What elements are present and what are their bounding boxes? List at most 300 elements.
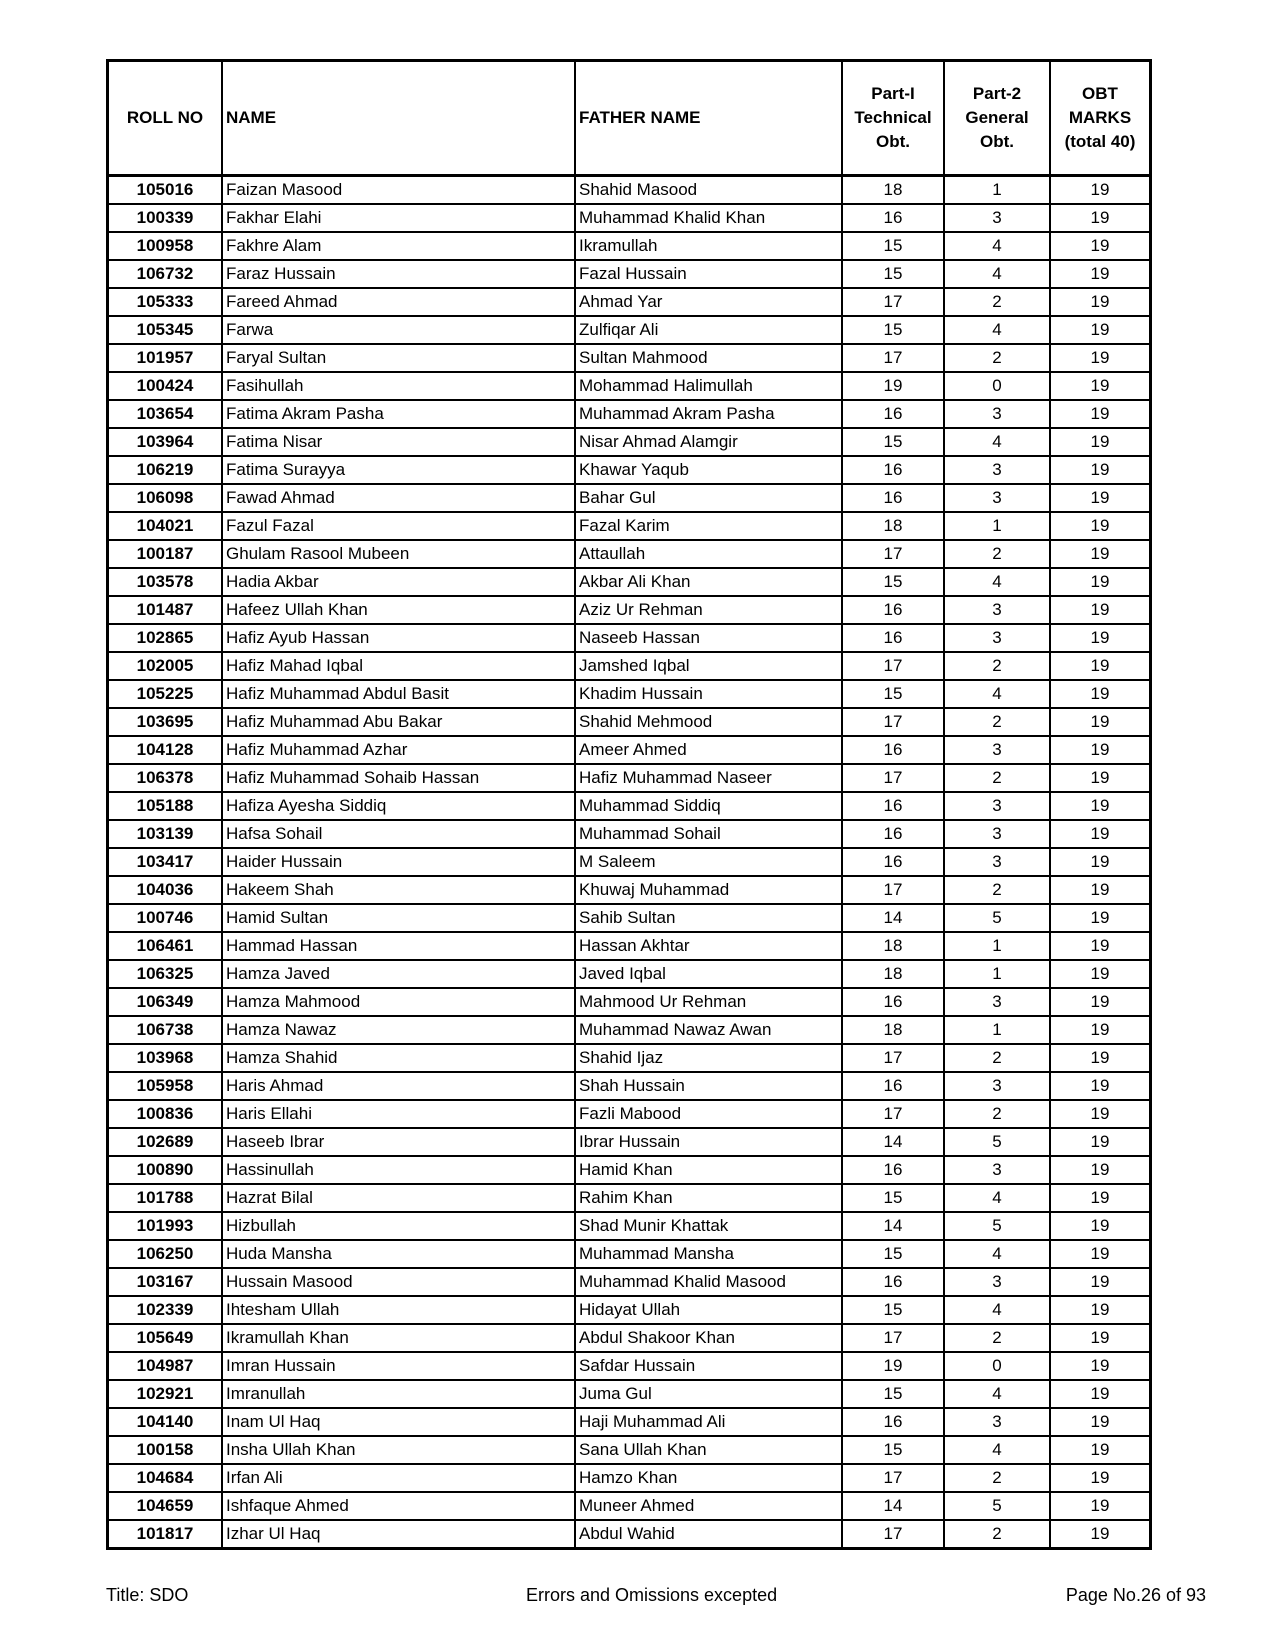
page-footer (106, 1585, 1206, 1609)
table-row (108, 1408, 1151, 1436)
part1-cell: 15 (842, 1184, 944, 1212)
roll-no-cell: 101487 (108, 596, 223, 624)
obt-marks-cell: 19 (1050, 960, 1151, 988)
name-cell: Hizbullah (222, 1212, 575, 1240)
part1-cell: 17 (842, 1044, 944, 1072)
roll-no-cell: 106732 (108, 260, 223, 288)
name-cell: Hafiz Muhammad Abdul Basit (222, 680, 575, 708)
part2-cell: 2 (944, 652, 1050, 680)
table-row (108, 484, 1151, 512)
name-cell: Izhar Ul Haq (222, 1520, 575, 1549)
roll-no-cell: 102005 (108, 652, 223, 680)
table-row (108, 1156, 1151, 1184)
roll-no-cell: 105225 (108, 680, 223, 708)
part1-cell: 16 (842, 988, 944, 1016)
father-name-cell: Shah Hussain (575, 1072, 842, 1100)
table-row (108, 1268, 1151, 1296)
part2-cell: 2 (944, 288, 1050, 316)
table-row (108, 1100, 1151, 1128)
part1-cell: 17 (842, 652, 944, 680)
roll-no-cell: 101817 (108, 1520, 223, 1549)
father-name-cell: Hassan Akhtar (575, 932, 842, 960)
part2-cell: 2 (944, 1044, 1050, 1072)
name-cell: Fakhar Elahi (222, 204, 575, 232)
father-name-cell: Abdul Wahid (575, 1520, 842, 1549)
roll-no-cell: 105345 (108, 316, 223, 344)
table-row (108, 316, 1151, 344)
father-name-cell: Safdar Hussain (575, 1352, 842, 1380)
roll-no-cell: 105958 (108, 1072, 223, 1100)
part1-cell: 14 (842, 1212, 944, 1240)
name-cell: Hafiz Mahad Iqbal (222, 652, 575, 680)
name-cell: Hazrat Bilal (222, 1184, 575, 1212)
part1-cell: 18 (842, 512, 944, 540)
table-row (108, 876, 1151, 904)
name-cell: Hassinullah (222, 1156, 575, 1184)
name-cell: Hafiz Muhammad Abu Bakar (222, 708, 575, 736)
obt-marks-cell: 19 (1050, 764, 1151, 792)
name-cell: Faraz Hussain (222, 260, 575, 288)
roll-no-cell: 100746 (108, 904, 223, 932)
obt-marks-cell: 19 (1050, 1492, 1151, 1520)
roll-no-cell: 104021 (108, 512, 223, 540)
name-cell: Ihtesham Ullah (222, 1296, 575, 1324)
name-cell: Insha Ullah Khan (222, 1436, 575, 1464)
name-cell: Fatima Akram Pasha (222, 400, 575, 428)
roll-no-cell: 100958 (108, 232, 223, 260)
part1-cell: 15 (842, 260, 944, 288)
table-row (108, 1296, 1151, 1324)
father-name-cell: Zulfiqar Ali (575, 316, 842, 344)
results-sheet (106, 59, 1136, 1550)
father-name-cell: Muhammad Mansha (575, 1240, 842, 1268)
name-cell: Fareed Ahmad (222, 288, 575, 316)
name-cell: Hafiz Muhammad Sohaib Hassan (222, 764, 575, 792)
obt-marks-cell: 19 (1050, 904, 1151, 932)
obt-marks-cell: 19 (1050, 1212, 1151, 1240)
obt-marks-cell: 19 (1050, 1296, 1151, 1324)
obt-marks-cell: 19 (1050, 232, 1151, 260)
father-name-cell: Fazal Hussain (575, 260, 842, 288)
father-name-cell: Shad Munir Khattak (575, 1212, 842, 1240)
part2-cell: 3 (944, 736, 1050, 764)
part2-cell: 3 (944, 988, 1050, 1016)
roll-no-cell: 106098 (108, 484, 223, 512)
part2-cell: 4 (944, 1184, 1050, 1212)
part1-cell: 15 (842, 316, 944, 344)
name-cell: Hamza Javed (222, 960, 575, 988)
part1-cell: 16 (842, 456, 944, 484)
obt-marks-cell: 19 (1050, 1044, 1151, 1072)
name-cell: Ikramullah Khan (222, 1324, 575, 1352)
header-father-name: FATHER NAME (575, 61, 842, 176)
father-name-cell: Ibrar Hussain (575, 1128, 842, 1156)
father-name-cell: Rahim Khan (575, 1184, 842, 1212)
table-row (108, 708, 1151, 736)
part1-cell: 16 (842, 848, 944, 876)
part1-cell: 16 (842, 1408, 944, 1436)
roll-no-cell: 104987 (108, 1352, 223, 1380)
roll-no-cell: 103968 (108, 1044, 223, 1072)
part2-cell: 2 (944, 1100, 1050, 1128)
obt-marks-cell: 19 (1050, 568, 1151, 596)
obt-marks-cell: 19 (1050, 260, 1151, 288)
part1-cell: 17 (842, 764, 944, 792)
obt-marks-cell: 19 (1050, 176, 1151, 205)
roll-no-cell: 104684 (108, 1464, 223, 1492)
name-cell: Farwa (222, 316, 575, 344)
roll-no-cell: 106219 (108, 456, 223, 484)
name-cell: Faryal Sultan (222, 344, 575, 372)
footer-page-number: Page No.26 of 93 (1065, 1585, 1206, 1605)
part1-cell: 14 (842, 1128, 944, 1156)
part2-cell: 0 (944, 372, 1050, 400)
roll-no-cell: 106250 (108, 1240, 223, 1268)
part1-cell: 17 (842, 1100, 944, 1128)
part2-cell: 3 (944, 792, 1050, 820)
name-cell: Haseeb Ibrar (222, 1128, 575, 1156)
part1-cell: 15 (842, 680, 944, 708)
obt-marks-cell: 19 (1050, 512, 1151, 540)
name-cell: Hafeez Ullah Khan (222, 596, 575, 624)
obt-marks-cell: 19 (1050, 1436, 1151, 1464)
table-row (108, 1072, 1151, 1100)
obt-marks-cell: 19 (1050, 1184, 1151, 1212)
father-name-cell: Shahid Mehmood (575, 708, 842, 736)
obt-marks-cell: 19 (1050, 1016, 1151, 1044)
part1-cell: 18 (842, 1016, 944, 1044)
part2-cell: 1 (944, 960, 1050, 988)
part1-cell: 15 (842, 568, 944, 596)
table-row (108, 1436, 1151, 1464)
part2-cell: 4 (944, 428, 1050, 456)
father-name-cell: Sultan Mahmood (575, 344, 842, 372)
roll-no-cell: 102865 (108, 624, 223, 652)
father-name-cell: Haji Muhammad Ali (575, 1408, 842, 1436)
name-cell: Ghulam Rasool Mubeen (222, 540, 575, 568)
obt-marks-cell: 19 (1050, 1324, 1151, 1352)
part1-cell: 16 (842, 624, 944, 652)
table-row (108, 624, 1151, 652)
table-row (108, 1492, 1151, 1520)
name-cell: Huda Mansha (222, 1240, 575, 1268)
part1-cell: 17 (842, 540, 944, 568)
name-cell: Irfan Ali (222, 1464, 575, 1492)
part2-cell: 2 (944, 540, 1050, 568)
obt-marks-cell: 19 (1050, 1240, 1151, 1268)
father-name-cell: Ameer Ahmed (575, 736, 842, 764)
obt-marks-cell: 19 (1050, 204, 1151, 232)
roll-no-cell: 103654 (108, 400, 223, 428)
part2-cell: 1 (944, 512, 1050, 540)
name-cell: Imranullah (222, 1380, 575, 1408)
table-row (108, 960, 1151, 988)
table-row (108, 680, 1151, 708)
roll-no-cell: 105188 (108, 792, 223, 820)
part1-cell: 16 (842, 1268, 944, 1296)
part1-cell: 18 (842, 932, 944, 960)
roll-no-cell: 100187 (108, 540, 223, 568)
obt-marks-cell: 19 (1050, 680, 1151, 708)
part2-cell: 3 (944, 848, 1050, 876)
table-row (108, 1184, 1151, 1212)
part1-cell: 16 (842, 400, 944, 428)
obt-marks-cell: 19 (1050, 1520, 1151, 1549)
roll-no-cell: 102921 (108, 1380, 223, 1408)
table-row (108, 204, 1151, 232)
table-row (108, 372, 1151, 400)
part2-cell: 2 (944, 1464, 1050, 1492)
father-name-cell: Mohammad Halimullah (575, 372, 842, 400)
header-part1: Part-I Technical Obt. (842, 61, 944, 176)
father-name-cell: Abdul Shakoor Khan (575, 1324, 842, 1352)
roll-no-cell: 100158 (108, 1436, 223, 1464)
header-obt-marks: OBT MARKS (total 40) (1050, 61, 1151, 176)
part2-cell: 2 (944, 876, 1050, 904)
table-row (108, 456, 1151, 484)
table-row (108, 1520, 1151, 1549)
part2-cell: 5 (944, 1492, 1050, 1520)
obt-marks-cell: 19 (1050, 372, 1151, 400)
name-cell: Fatima Nisar (222, 428, 575, 456)
part1-cell: 14 (842, 1492, 944, 1520)
obt-marks-cell: 19 (1050, 1380, 1151, 1408)
father-name-cell: Akbar Ali Khan (575, 568, 842, 596)
obt-marks-cell: 19 (1050, 736, 1151, 764)
obt-marks-cell: 19 (1050, 596, 1151, 624)
father-name-cell: Nisar Ahmad Alamgir (575, 428, 842, 456)
father-name-cell: Hamzo Khan (575, 1464, 842, 1492)
father-name-cell: Aziz Ur Rehman (575, 596, 842, 624)
name-cell: Hamza Shahid (222, 1044, 575, 1072)
part2-cell: 3 (944, 1268, 1050, 1296)
father-name-cell: Ahmad Yar (575, 288, 842, 316)
part1-cell: 17 (842, 1464, 944, 1492)
father-name-cell: Juma Gul (575, 1380, 842, 1408)
name-cell: Imran Hussain (222, 1352, 575, 1380)
roll-no-cell: 105333 (108, 288, 223, 316)
table-row (108, 1016, 1151, 1044)
header-part2: Part-2 General Obt. (944, 61, 1050, 176)
father-name-cell: Shahid Ijaz (575, 1044, 842, 1072)
part2-cell: 5 (944, 1128, 1050, 1156)
father-name-cell: Khuwaj Muhammad (575, 876, 842, 904)
name-cell: Hamza Mahmood (222, 988, 575, 1016)
table-row (108, 176, 1151, 205)
roll-no-cell: 103695 (108, 708, 223, 736)
part1-cell: 17 (842, 708, 944, 736)
table-row (108, 1128, 1151, 1156)
part2-cell: 4 (944, 316, 1050, 344)
part2-cell: 4 (944, 1436, 1050, 1464)
obt-marks-cell: 19 (1050, 792, 1151, 820)
part2-cell: 4 (944, 1380, 1050, 1408)
table-row (108, 344, 1151, 372)
part2-cell: 3 (944, 484, 1050, 512)
roll-no-cell: 101957 (108, 344, 223, 372)
roll-no-cell: 101993 (108, 1212, 223, 1240)
roll-no-cell: 103417 (108, 848, 223, 876)
roll-no-cell: 103578 (108, 568, 223, 596)
roll-no-cell: 100424 (108, 372, 223, 400)
table-row (108, 820, 1151, 848)
part2-cell: 5 (944, 1212, 1050, 1240)
father-name-cell: Muhammad Sohail (575, 820, 842, 848)
obt-marks-cell: 19 (1050, 708, 1151, 736)
roll-no-cell: 100890 (108, 1156, 223, 1184)
table-row (108, 652, 1151, 680)
footer-notice: Errors and Omissions excepted (526, 1585, 778, 1605)
obt-marks-cell: 19 (1050, 400, 1151, 428)
obt-marks-cell: 19 (1050, 1072, 1151, 1100)
obt-marks-cell: 19 (1050, 1464, 1151, 1492)
name-cell: Hafiz Muhammad Azhar (222, 736, 575, 764)
name-cell: Faizan Masood (222, 176, 575, 205)
part2-cell: 4 (944, 1296, 1050, 1324)
part1-cell: 19 (842, 1352, 944, 1380)
part1-cell: 15 (842, 1436, 944, 1464)
father-name-cell: Sana Ullah Khan (575, 1436, 842, 1464)
part1-cell: 17 (842, 344, 944, 372)
father-name-cell: Muhammad Khalid Masood (575, 1268, 842, 1296)
obt-marks-cell: 19 (1050, 1352, 1151, 1380)
roll-no-cell: 103167 (108, 1268, 223, 1296)
header-row (108, 61, 1151, 176)
table-row (108, 512, 1151, 540)
name-cell: Hafsa Sohail (222, 820, 575, 848)
part2-cell: 4 (944, 232, 1050, 260)
roll-no-cell: 105016 (108, 176, 223, 205)
father-name-cell: Ikramullah (575, 232, 842, 260)
table-row (108, 1044, 1151, 1072)
part1-cell: 18 (842, 176, 944, 205)
part2-cell: 5 (944, 904, 1050, 932)
part1-cell: 15 (842, 1296, 944, 1324)
part2-cell: 4 (944, 680, 1050, 708)
part2-cell: 2 (944, 344, 1050, 372)
part2-cell: 4 (944, 568, 1050, 596)
obt-marks-cell: 19 (1050, 932, 1151, 960)
table-row (108, 428, 1151, 456)
father-name-cell: Hamid Khan (575, 1156, 842, 1184)
part2-cell: 3 (944, 1408, 1050, 1436)
father-name-cell: Attaullah (575, 540, 842, 568)
results-table (106, 59, 1152, 1550)
part2-cell: 3 (944, 204, 1050, 232)
roll-no-cell: 104128 (108, 736, 223, 764)
obt-marks-cell: 19 (1050, 316, 1151, 344)
part1-cell: 16 (842, 1156, 944, 1184)
part1-cell: 16 (842, 820, 944, 848)
part1-cell: 19 (842, 372, 944, 400)
part1-cell: 15 (842, 428, 944, 456)
roll-no-cell: 103964 (108, 428, 223, 456)
roll-no-cell: 104659 (108, 1492, 223, 1520)
part2-cell: 2 (944, 708, 1050, 736)
father-name-cell: Fazli Mabood (575, 1100, 842, 1128)
table-row (108, 904, 1151, 932)
part1-cell: 17 (842, 1324, 944, 1352)
part2-cell: 0 (944, 1352, 1050, 1380)
obt-marks-cell: 19 (1050, 820, 1151, 848)
table-row (108, 1324, 1151, 1352)
name-cell: Haris Ellahi (222, 1100, 575, 1128)
part1-cell: 15 (842, 1240, 944, 1268)
part2-cell: 2 (944, 1520, 1050, 1549)
roll-no-cell: 102339 (108, 1296, 223, 1324)
table-row (108, 400, 1151, 428)
father-name-cell: Muhammad Nawaz Awan (575, 1016, 842, 1044)
name-cell: Hammad Hassan (222, 932, 575, 960)
table-row (108, 232, 1151, 260)
roll-no-cell: 103139 (108, 820, 223, 848)
father-name-cell: Hidayat Ullah (575, 1296, 842, 1324)
footer-title: Title: SDO (106, 1585, 189, 1605)
part1-cell: 16 (842, 596, 944, 624)
name-cell: Haider Hussain (222, 848, 575, 876)
part1-cell: 16 (842, 736, 944, 764)
part2-cell: 3 (944, 1072, 1050, 1100)
roll-no-cell: 106349 (108, 988, 223, 1016)
table-body (108, 176, 1151, 1549)
father-name-cell: Shahid Masood (575, 176, 842, 205)
roll-no-cell: 106378 (108, 764, 223, 792)
table-row (108, 568, 1151, 596)
roll-no-cell: 101788 (108, 1184, 223, 1212)
father-name-cell: M Saleem (575, 848, 842, 876)
table-row (108, 1380, 1151, 1408)
part2-cell: 3 (944, 456, 1050, 484)
roll-no-cell: 104036 (108, 876, 223, 904)
roll-no-cell: 100339 (108, 204, 223, 232)
roll-no-cell: 100836 (108, 1100, 223, 1128)
table-row (108, 764, 1151, 792)
table-row (108, 1352, 1151, 1380)
header-name: NAME (222, 61, 575, 176)
father-name-cell: Muneer Ahmed (575, 1492, 842, 1520)
table-row (108, 736, 1151, 764)
table-row (108, 1212, 1151, 1240)
part1-cell: 16 (842, 484, 944, 512)
name-cell: Hussain Masood (222, 1268, 575, 1296)
obt-marks-cell: 19 (1050, 1156, 1151, 1184)
father-name-cell: Jamshed Iqbal (575, 652, 842, 680)
father-name-cell: Naseeb Hassan (575, 624, 842, 652)
name-cell: Ishfaque Ahmed (222, 1492, 575, 1520)
part2-cell: 3 (944, 624, 1050, 652)
obt-marks-cell: 19 (1050, 344, 1151, 372)
name-cell: Fakhre Alam (222, 232, 575, 260)
name-cell: Hamza Nawaz (222, 1016, 575, 1044)
obt-marks-cell: 19 (1050, 876, 1151, 904)
table-row (108, 988, 1151, 1016)
name-cell: Fatima Surayya (222, 456, 575, 484)
part2-cell: 2 (944, 1324, 1050, 1352)
obt-marks-cell: 19 (1050, 288, 1151, 316)
obt-marks-cell: 19 (1050, 1268, 1151, 1296)
table-row (108, 288, 1151, 316)
roll-no-cell: 106461 (108, 932, 223, 960)
father-name-cell: Muhammad Akram Pasha (575, 400, 842, 428)
part1-cell: 17 (842, 876, 944, 904)
table-row (108, 1464, 1151, 1492)
obt-marks-cell: 19 (1050, 988, 1151, 1016)
father-name-cell: Khawar Yaqub (575, 456, 842, 484)
part2-cell: 4 (944, 1240, 1050, 1268)
part1-cell: 17 (842, 288, 944, 316)
part1-cell: 15 (842, 232, 944, 260)
father-name-cell: Khadim Hussain (575, 680, 842, 708)
